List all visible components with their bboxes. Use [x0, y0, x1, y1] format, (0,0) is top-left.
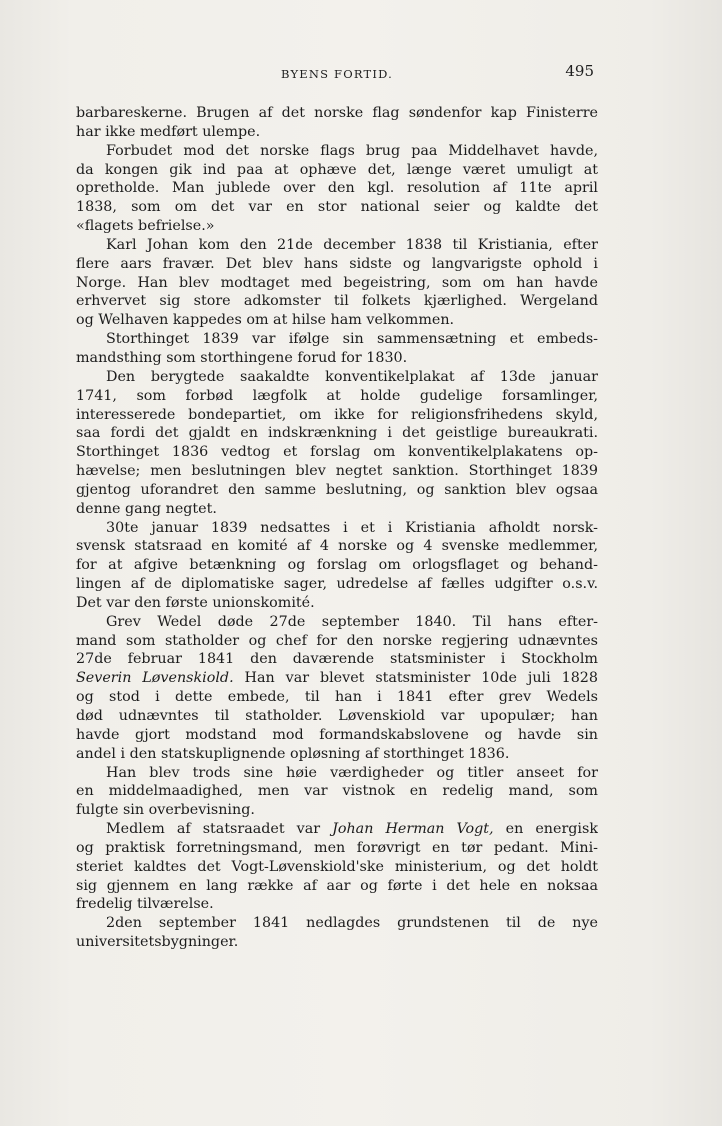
text-line-content: «flagets befrielse.»	[76, 218, 215, 235]
body-text	[76, 104, 598, 952]
italic-name: Johan Herman Vogt,	[332, 821, 494, 838]
text-line-content: gjentog uforandret den samme beslutning, og sanktion blev ogsaa	[76, 481, 598, 498]
text-line	[76, 236, 598, 255]
text-line	[76, 368, 598, 387]
text-line-content: Forbudet mod det norske flags brug paa Middelhavet havde,	[106, 142, 598, 159]
text-line	[76, 104, 598, 123]
text-line	[76, 519, 598, 538]
text-line	[76, 274, 598, 293]
text-line-content: og Welhaven kappedes om at hilse ham velkommen.	[76, 312, 455, 329]
text-line-content: Storthinget 1836 vedtog et forslag om konventikelplakatens op-	[76, 444, 598, 461]
text-line	[76, 613, 598, 632]
text-line	[76, 387, 598, 406]
text-line-content: steriet kaldtes det Vogt-Løvenskiold'ske ministerium, og det holdt	[76, 858, 598, 875]
text-line	[76, 877, 598, 896]
text-line	[76, 462, 598, 481]
text-line	[76, 707, 598, 726]
text-line	[76, 650, 598, 669]
text-line-content: mand som statholder og chef for den norske regjering udnævntes	[76, 632, 598, 649]
text-line-content: Den berygtede saakaldte konventikelplakat af 13de januar	[106, 368, 598, 385]
text-line	[76, 820, 598, 839]
text-line-content: interesserede bondepartiet, om ikke for religionsfrihedens skyld,	[76, 406, 598, 423]
text-line-content: en middelmaadighed, men var vistnok en redelig mand, som	[76, 783, 598, 800]
text-line	[76, 330, 598, 349]
text-line	[76, 745, 598, 764]
text-line	[76, 914, 598, 933]
text-line-content: fulgte sin overbevisning.	[76, 802, 255, 819]
text-line-content: lingen af de diplomatiske sager, udredelse af fælles udgifter o.s.v.	[76, 576, 598, 593]
text-line-content: opretholde. Man jublede over den kgl. resolution af 11te april	[76, 180, 598, 197]
text-line	[76, 764, 598, 783]
text-line-content: fredelig tilværelse.	[76, 896, 214, 913]
text-line-content: sig gjennem en lang række af aar og førte i det hele en noksaa	[76, 877, 598, 894]
text-line-content: havde gjort modstand mod formandskabslovene og havde sin	[76, 726, 598, 743]
running-head: BYENS FORTID.	[281, 67, 393, 81]
text-line-content: da kongen gik ind paa at ophæve det, længe været umuligt at	[76, 161, 598, 178]
text-line-content: og stod i dette embede, til han i 1841 efter grev Wedels	[76, 689, 598, 706]
text-line	[76, 537, 598, 556]
text-line-content: 1838, som om det var en stor national seier og kaldte det	[76, 199, 598, 216]
text-line-content: Medlem af statsraadet var	[106, 821, 333, 838]
text-line-content: Han blev trods sine høie værdigheder og titler anseet for	[106, 764, 598, 781]
text-line-content: barbareskerne. Brugen af det norske flag søndenfor kap Finisterre	[76, 105, 598, 121]
text-line-content: 1741, som forbød lægfolk at holde gudelige forsamlinger,	[76, 387, 598, 404]
text-line	[76, 311, 598, 330]
text-line	[76, 406, 598, 425]
text-line-content: for at afgive betænkning og forslag om orlogsflaget og behand-	[76, 557, 598, 574]
text-line-content: denne gang negtet.	[76, 500, 217, 517]
text-line-content: Grev Wedel døde 27de september 1840. Til hans efter-	[106, 613, 598, 630]
text-line-rest: Han var blevet statsminister 10de juli 1828	[233, 670, 598, 687]
text-line	[76, 839, 598, 858]
text-line	[76, 292, 598, 311]
text-line-content: død udnævntes til statholder. Løvenskiold var upopulær; han	[76, 708, 598, 724]
text-line-content: universitetsbygninger.	[76, 934, 239, 951]
text-line	[76, 858, 598, 877]
text-line-content: Det var den første unionskomité.	[76, 594, 315, 611]
text-line	[76, 481, 598, 500]
text-line-content: og praktisk forretningsmand, men forøvrigt en tør pedant. Mini-	[76, 839, 598, 856]
text-line-content: saa fordi det gjaldt en indskrænkning i det geistlige bureaukrati.	[76, 425, 598, 442]
text-line	[76, 217, 598, 236]
text-line	[76, 933, 598, 952]
text-line-content: 2den september 1841 nedlagdes grundstenen til de nye	[106, 915, 598, 932]
text-line	[76, 594, 598, 613]
text-line-rest: en energisk	[493, 821, 598, 838]
page-number: 495	[565, 62, 594, 80]
text-line	[76, 726, 598, 745]
text-line	[76, 801, 598, 820]
text-line-content: har ikke medført ulempe.	[76, 123, 261, 140]
text-line	[76, 500, 598, 519]
text-line	[76, 688, 598, 707]
text-line	[76, 575, 598, 594]
text-line	[76, 179, 598, 198]
text-line-content: 30te januar 1839 nedsattes i et i Kristiania afholdt norsk-	[106, 519, 598, 536]
text-line	[76, 443, 598, 462]
text-line-content: andel i den statskuplignende opløsning af storthinget 1836.	[76, 745, 510, 762]
italic-name: Severin Løvenskiold.	[76, 670, 234, 687]
text-line	[76, 424, 598, 443]
text-line-content: svensk statsraad en komité af 4 norske og 4 svenske medlemmer,	[76, 538, 598, 555]
page-header	[76, 62, 598, 86]
text-line-content: Norge. Han blev modtaget med begeistring, som om han havde	[76, 274, 598, 291]
text-line-content: erhvervet sig store adkomster til folkets kjærlighed. Wergeland	[76, 293, 598, 310]
text-line	[76, 782, 598, 801]
text-line-content: hævelse; men beslutningen blev negtet sanktion. Storthinget 1839	[76, 463, 598, 480]
text-line-content: Karl Johan kom den 21de december 1838 til Kristiania, efter	[106, 236, 598, 253]
text-line	[76, 895, 598, 914]
text-line	[76, 669, 598, 688]
text-line	[76, 632, 598, 651]
text-line-content: Storthinget 1839 var ifølge sin sammensætning et embeds-	[106, 331, 598, 348]
text-line-content: flere aars fravær. Det blev hans sidste og langvarigste ophold i	[76, 255, 598, 272]
text-line	[76, 349, 598, 368]
text-line	[76, 198, 598, 217]
text-line-content: mandsthing som storthingene forud for 1830.	[76, 349, 408, 366]
text-line	[76, 123, 598, 142]
text-line-content: 27de februar 1841 den daværende statsminister i Stockholm	[76, 651, 598, 668]
text-line	[76, 161, 598, 180]
text-line	[76, 142, 598, 161]
text-line	[76, 255, 598, 274]
text-line	[76, 556, 598, 575]
